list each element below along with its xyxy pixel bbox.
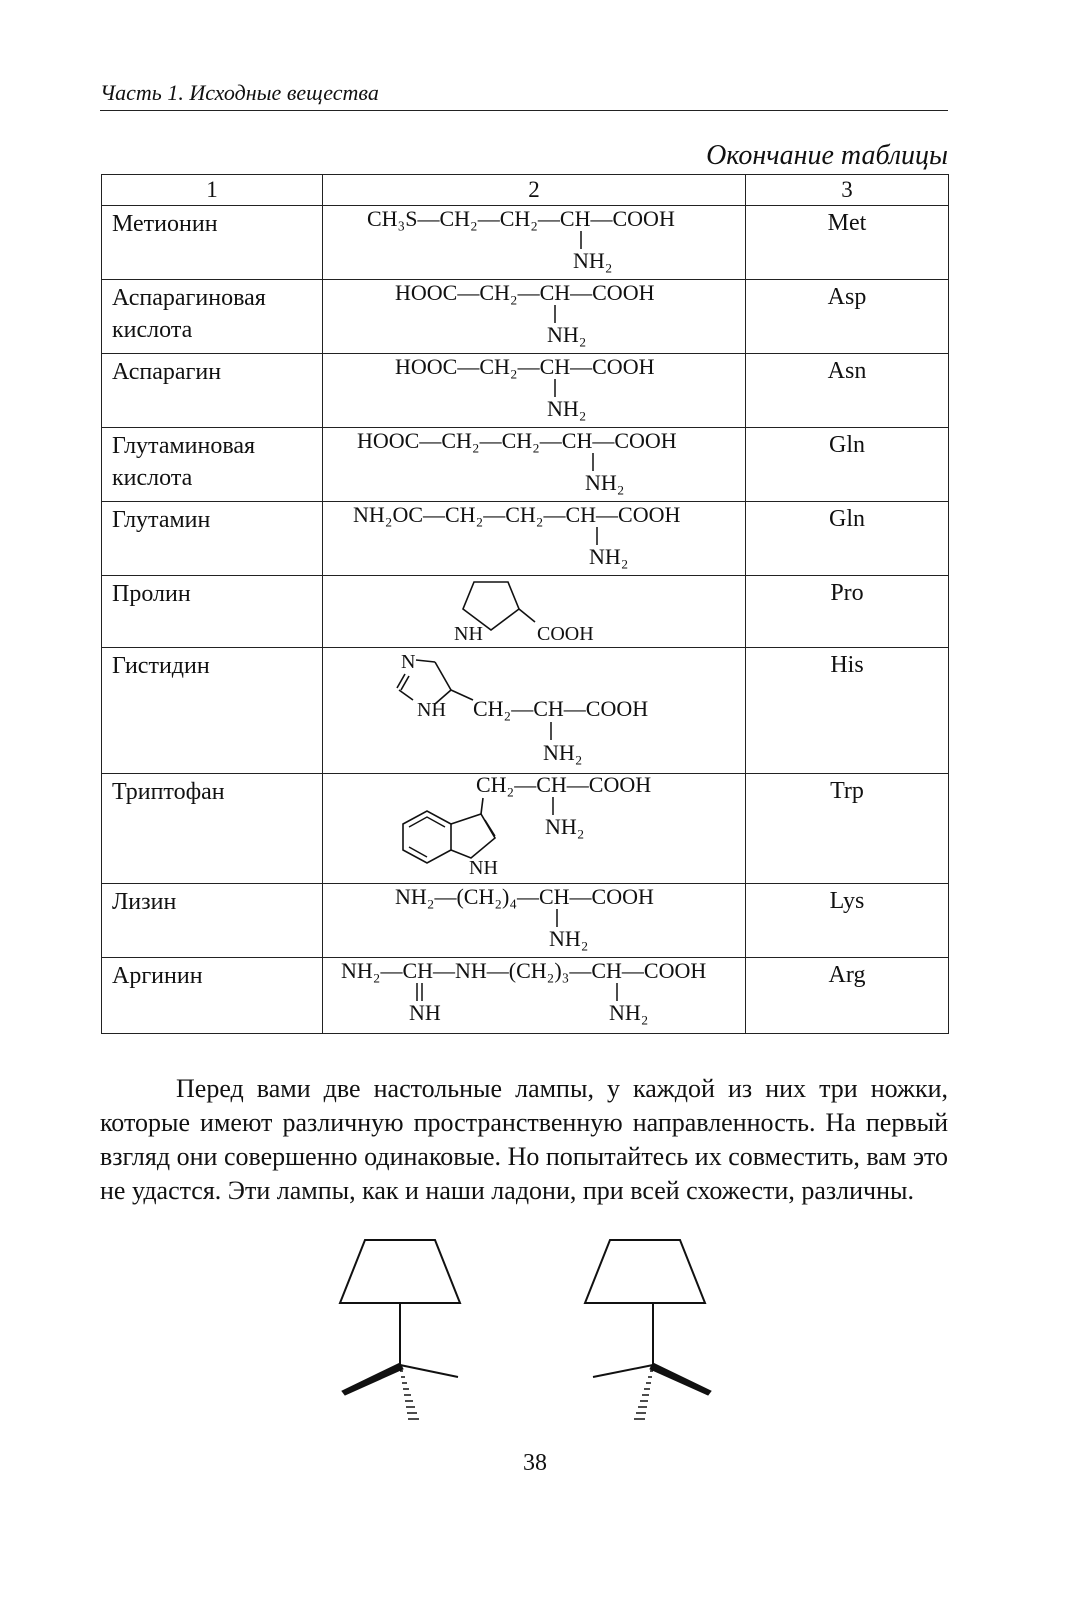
amino-acid-name: Лизин (102, 884, 323, 958)
table-row (102, 648, 949, 774)
amino-acid-name: Пролин (102, 576, 323, 648)
formula-amino-group: NH₂ (589, 544, 629, 569)
amino-acid-abbr: Asp (746, 280, 949, 354)
structural-formula (323, 502, 746, 576)
formula-main-chain: HOOC—CH₂—CH—COOH (395, 354, 655, 379)
formula-amino-group: NH₂ (585, 470, 625, 495)
formula-tryptophan (323, 774, 744, 882)
structural-formula (323, 206, 746, 280)
amino-acid-name: Аспарагиновая кислота (102, 280, 323, 354)
structural-formula (323, 354, 746, 428)
formula-main-chain: HOOC—CH₂—CH—COOH (395, 280, 655, 305)
formula-side-chain: CH₂—CH—COOH (476, 774, 652, 797)
formula-proline (323, 576, 744, 646)
formula-ring-nh: NH (469, 857, 498, 879)
amino-acid-abbr: Arg (746, 958, 949, 1034)
formula-main-chain: NH₂—(CH₂)₄—CH—COOH (395, 884, 654, 909)
table-continuation-caption: Окончание таблицы (706, 140, 948, 171)
amino-acid-abbr: Trp (746, 774, 949, 884)
amino-acid-abbr: Asn (746, 354, 949, 428)
amino-acid-name: Глутамин (102, 502, 323, 576)
amino-acid-abbr: Gln (746, 502, 949, 576)
structural-formula (323, 428, 746, 502)
structural-formula (323, 576, 746, 648)
formula-methionine (323, 206, 744, 278)
col-header-3: 3 (746, 175, 949, 206)
table-row (102, 354, 949, 428)
amino-acid-name: Метионин (102, 206, 323, 280)
formula-amino-group: NH₂ (545, 814, 585, 839)
body-paragraph: Перед вами две настольные лампы, у каждой из них три ножки, которые имеют различную пространственную направленность. На первый взгляд они совершенно одинаковые. Но попытайтесь их совместить, вам это не удастся. Эти лампы, как и наши ладони, при всей схожести, различны. (100, 1074, 948, 1205)
formula-aspartic-acid (323, 280, 744, 352)
formula-amino-group: NH₂ (573, 248, 613, 273)
formula-ring-nh: NH (417, 699, 446, 721)
formula-main-chain: HOOC—CH₂—CH₂—CH—COOH (357, 428, 677, 453)
table-row (102, 958, 949, 1034)
formula-main-chain: NH₂OC—CH₂—CH₂—CH—COOH (353, 502, 681, 527)
formula-histidine (323, 648, 744, 772)
structural-formula (323, 884, 746, 958)
running-head: Часть 1. Исходные вещества (100, 80, 948, 111)
amino-acid-table (101, 174, 949, 1034)
formula-glutamic-acid (323, 428, 744, 500)
amino-acid-abbr: Lys (746, 884, 949, 958)
formula-imino-group: NH (409, 1000, 441, 1025)
lamp-left (340, 1240, 460, 1419)
table-row (102, 502, 949, 576)
amino-acid-name: Глутаминовая кислота (102, 428, 323, 502)
structural-formula (323, 280, 746, 354)
chiral-lamps-illustration (320, 1235, 740, 1435)
page-number: 38 (523, 1450, 547, 1476)
formula-main-chain: CH₃S—CH₂—CH₂—CH—COOH (367, 206, 675, 231)
table-header-row (102, 175, 949, 206)
amino-acid-name: Аргинин (102, 958, 323, 1034)
formula-ring-nh: NH (454, 623, 483, 645)
structural-formula (323, 958, 746, 1034)
formula-arginine (323, 958, 744, 1032)
formula-carboxyl: COOH (537, 623, 594, 645)
amino-acid-name: Гистидин (102, 648, 323, 774)
table-row (102, 280, 949, 354)
formula-amino-group: NH₂ (609, 1000, 649, 1025)
table-row (102, 576, 949, 648)
table-row (102, 428, 949, 502)
amino-acid-abbr: Pro (746, 576, 949, 648)
formula-ring-n: N (401, 651, 416, 673)
formula-main-chain: NH₂—CH—NH—(CH₂)₃—CH—COOH (341, 958, 707, 983)
formula-lysine (323, 884, 744, 956)
formula-amino-group: NH₂ (549, 926, 589, 951)
structural-formula (323, 774, 746, 884)
lamp-right (585, 1240, 711, 1419)
formula-amino-group: NH₂ (547, 396, 587, 421)
amino-acid-name: Триптофан (102, 774, 323, 884)
table-row (102, 884, 949, 958)
formula-amino-group: NH₂ (543, 740, 583, 765)
structural-formula (323, 648, 746, 774)
amino-acid-abbr: Gln (746, 428, 949, 502)
formula-asparagine (323, 354, 744, 426)
formula-side-chain: CH₂—CH—COOH (473, 696, 649, 721)
amino-acid-name: Аспарагин (102, 354, 323, 428)
col-header-2: 2 (323, 175, 746, 206)
table-row (102, 206, 949, 280)
table-row (102, 774, 949, 884)
formula-glutamine (323, 502, 744, 574)
formula-amino-group: NH₂ (547, 322, 587, 347)
amino-acid-abbr: Met (746, 206, 949, 280)
col-header-1: 1 (102, 175, 323, 206)
amino-acid-abbr: His (746, 648, 949, 774)
